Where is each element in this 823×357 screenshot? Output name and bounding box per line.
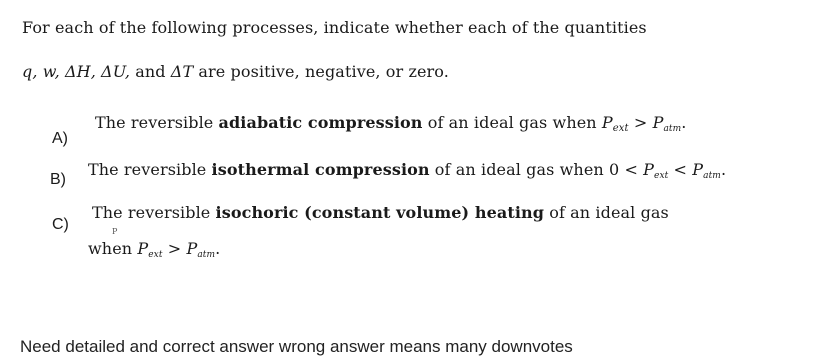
part-c-operator: > <box>162 239 187 258</box>
part-b-pressure-atm: P <box>692 160 704 179</box>
part-c-when: when <box>88 239 138 258</box>
part-a-pressure-ext: P <box>601 113 613 132</box>
part-b-text <box>88 160 726 181</box>
part-c-text-line-1 <box>92 203 669 222</box>
part-c-end: . <box>215 239 221 258</box>
intro-and: and <box>130 62 171 81</box>
part-a-label: A) <box>52 130 68 147</box>
part-c-process: isochoric (constant volume) heating <box>215 203 545 222</box>
delta-t: ΔT <box>170 62 194 81</box>
part-c-post: of an ideal gas <box>544 203 669 222</box>
part-a-operator: > <box>628 113 653 132</box>
part-b-label: B) <box>50 171 66 188</box>
part-a-post: of an ideal gas when <box>422 113 602 132</box>
part-c-pressure-ext: P <box>137 239 149 258</box>
part-c-pre: The reversible <box>92 203 216 222</box>
request-note: Need detailed and correct answer wrong answer means many downvotes <box>20 337 573 356</box>
part-a-ext-sub: ext <box>612 123 629 134</box>
scan-artifact: P <box>112 227 118 236</box>
part-b-post: of an ideal gas when 0 < <box>429 160 644 179</box>
part-a-pre: The reversible <box>95 113 219 132</box>
part-c-atm-sub: atm <box>197 250 216 260</box>
part-c-pressure-atm: P <box>186 239 198 258</box>
part-b-end: . <box>720 160 727 179</box>
intro-rest: are positive, negative, or zero. <box>193 62 449 81</box>
part-c-text-line-2 <box>88 239 220 260</box>
part-a-end: . <box>681 113 687 132</box>
part-c-label: C) <box>52 216 69 233</box>
part-a-text <box>95 113 686 134</box>
question-intro-line-1: For each of the following processes, indicate whether each of the quantities <box>22 18 647 37</box>
question-intro-line-2 <box>22 62 449 81</box>
quantities-list: q, w, ΔH, ΔU, <box>22 62 131 81</box>
part-b-pre: The reversible <box>88 160 212 179</box>
part-b-process: isothermal compression <box>211 160 430 179</box>
part-c-ext-sub: ext <box>148 250 163 260</box>
part-a-atm-sub: atm <box>663 124 682 134</box>
part-a-process: adiabatic compression <box>218 113 423 132</box>
part-b-atm-sub: atm <box>703 171 721 181</box>
part-b-operator: < <box>668 160 693 179</box>
part-a-pressure-atm: P <box>652 113 664 132</box>
part-b-ext-sub: ext <box>654 171 669 181</box>
part-b-pressure-ext: P <box>643 160 655 179</box>
